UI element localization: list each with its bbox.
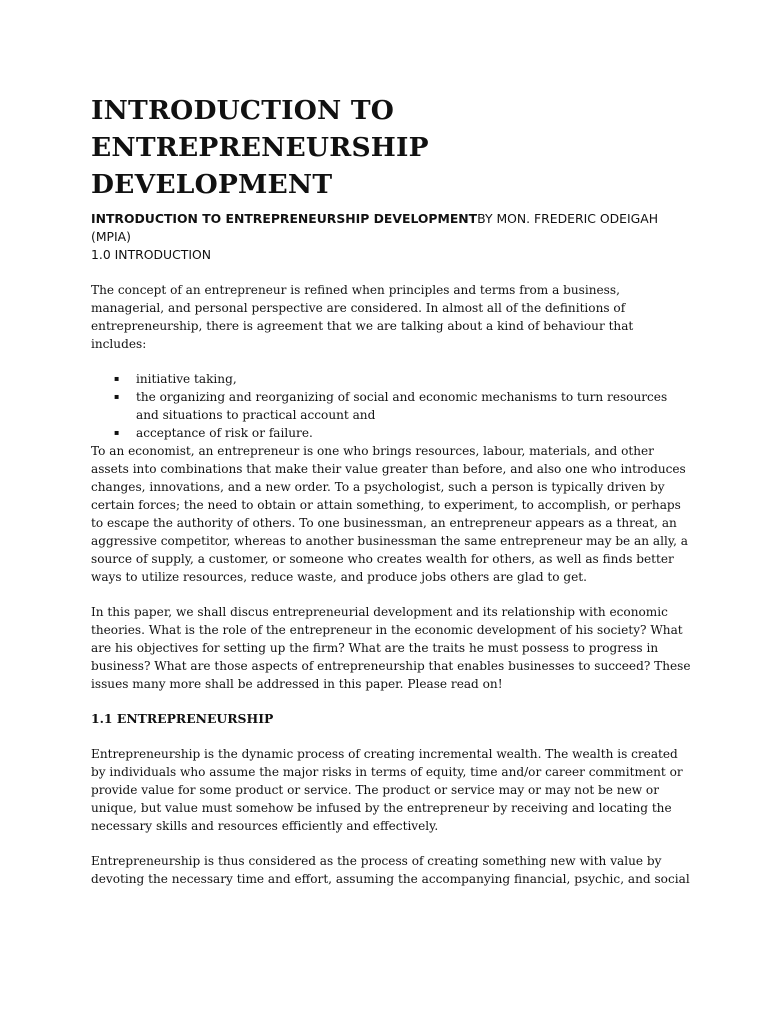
bullet-icon: ▪ — [114, 392, 120, 401]
title-line: ENTREPRENEURSHIP — [91, 132, 429, 163]
list-item — [114, 370, 691, 388]
list-item-text: acceptance of risk or failure. — [136, 426, 313, 440]
bullet-icon: ▪ — [114, 374, 120, 383]
document-page — [91, 92, 691, 888]
paragraph-definition: Entrepreneurship is the dynamic process of creating incremental wealth. The wealth is created by individuals who assume the major risks in terms of equity, time and/or career commitment or provide value for some product or service. The product or service may or may not be new or unique, but value must somehow be infused by the entrepreneur by receiving and locating the necessary skills and resources efficiently and effectively. — [91, 747, 683, 833]
paragraph-process: Entrepreneurship is thus considered as the process of creating something new with value by devoting the necessary time and effort, assuming the accompanying financial, psychic, and social — [91, 854, 690, 886]
section-subhead: 1.0 INTRODUCTION — [91, 247, 212, 262]
section-heading: 1.1 ENTREPRENEURSHIP — [91, 711, 274, 726]
document-title — [91, 92, 691, 203]
paragraph-intro: The concept of an entrepreneur is refined when principles and terms from a business, managerial, and personal perspective are considered. In almost all of the definitions of entrepreneurship, there is agreement that we are talking about a kind of behaviour that includes: — [91, 283, 634, 351]
list-item — [114, 388, 691, 424]
title-line: INTRODUCTION TO — [91, 95, 395, 126]
byline — [91, 210, 691, 246]
bullet-icon: ▪ — [114, 428, 120, 437]
list-item-text: the organizing and reorganizing of social and economic mechanisms to turn resources and situations to practical account and — [136, 390, 668, 422]
list-item-text: initiative taking, — [136, 372, 237, 386]
paragraph-paper-scope: In this paper, we shall discus entrepreneurial development and its relationship with economic theories. What is the role of the entrepreneur in the economic development of his society? What are his objectives for setting up the firm? What are the traits he must possess to progress in business? What are those aspects of entrepreneurship that enables businesses to succeed? These issues many more shall be addressed in this paper. Please read on! — [91, 605, 691, 691]
byline-bold-title: INTRODUCTION TO ENTREPRENEURSHIP DEVELOPMENT — [91, 211, 478, 226]
behaviour-list — [91, 370, 691, 442]
title-line: DEVELOPMENT — [91, 169, 333, 200]
paragraph-economist: To an economist, an entrepreneur is one who brings resources, labour, materials, and other assets into combinations that make their value greater than before, and also one who introduces changes, innovations, and a new order. To a psychologist, such a person is typically driven by certain forces; the need to obtain or attain something, to experiment, to accomplish, or perhaps to escape the authority of others. To one businessman, an entrepreneur appears as a threat, an aggressive competitor, whereas to another businessman the same entrepreneur may be an ally, a source of supply, a customer, or someone who creates wealth for others, as well as finds better ways to utilize resources, reduce waste, and produce jobs others are glad to get. — [91, 444, 688, 584]
list-item — [114, 424, 691, 442]
byline-author: BY MON. FREDERIC ODEIGAH (MPIA) — [91, 211, 659, 244]
